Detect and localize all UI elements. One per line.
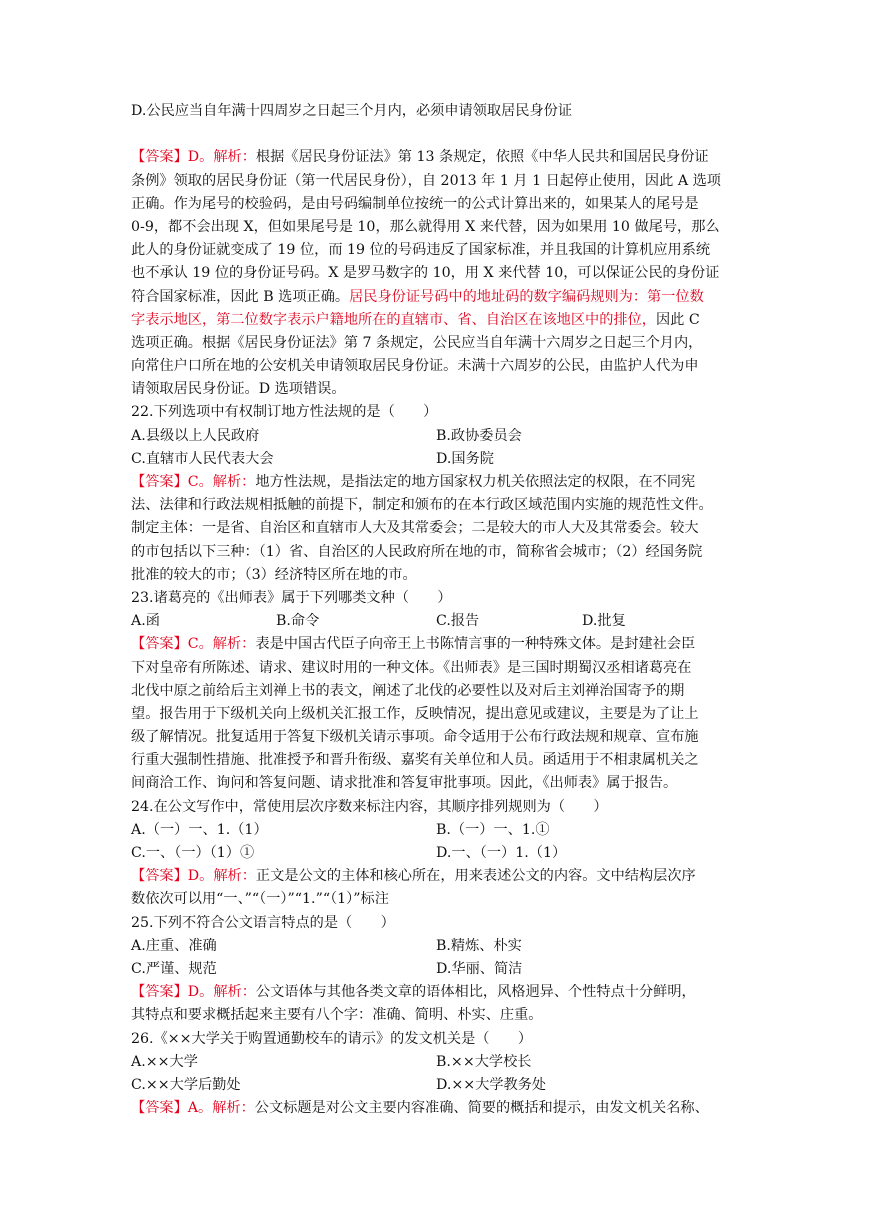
answer-22-line-3: 制定主体：一是省、自治区和直辖市人大及其常委会；二是较大的市人大及其常委会。较大	[131, 520, 699, 537]
question-24-stem: 24.在公文写作中，常使用层次序数来标注内容，其顺序排列规则为（ ）	[131, 798, 608, 815]
option-a: A.庄重、准确	[131, 937, 217, 954]
option-d: D.华丽、简洁	[436, 960, 523, 977]
answer-23-line-7: 间商洽工作、询问和答复问题、请求批准和答复审批事项。因此，《出师表》属于报告。	[131, 775, 678, 792]
option-a: A.函	[131, 613, 160, 630]
answer-letter: A。解析：	[187, 1100, 255, 1117]
answer-21-line-10: 向常住户口所在地的公安机关申请领取居民身份证。未满十六周岁的公民，由监护人代为申	[131, 358, 699, 375]
answer-23-line-1: 【答案】C。解析：表是中国古代臣子向帝王上书陈情言事的一种特殊文体。是封建社会臣	[131, 636, 696, 653]
option-c: C.××大学后勤处	[131, 1076, 241, 1093]
option-a: A.××大学	[131, 1053, 198, 1070]
blank-gap	[131, 123, 739, 146]
question-24-options-row-1	[131, 819, 739, 842]
answer-23-line-6: 行重大强制性措施、批准授予和晋升衔级、嘉奖有关单位和人员。函适用于不相隶属机关之	[131, 752, 699, 769]
option-c: C.严谨、规范	[131, 960, 217, 977]
question-24-options-row-2	[131, 842, 739, 865]
question-22-stem: 22.下列选项中有权制订地方性法规的是（ ）	[131, 404, 438, 421]
option-d: D.一、（一）1.（1）	[436, 845, 567, 861]
highlighted-text: 居民身份证号码中的地址码的数字编码规则为：第一位数	[349, 288, 704, 305]
answer-21-line-7: 符合国家标准，因此 B 选项正确。居民身份证号码中的地址码的数字编码规则为：第一位数	[131, 288, 704, 305]
option-d: D.××大学教务处	[436, 1076, 547, 1093]
q21-option-d: D.公民应当自年满十四周岁之日起三个月内，必须申请领取居民身份证	[131, 103, 573, 119]
answer-25-line-2: 其特点和要求概括起来主要有八个字：准确、简明、朴实、庄重。	[131, 1007, 543, 1024]
option-c: C.报告	[436, 613, 480, 630]
answer-22-line-4: 的市包括以下三种：（1）省、自治区的人民政府所在地的市，简称省会城市；（2）经国务院	[131, 543, 703, 560]
question-26-options-row-2	[131, 1074, 739, 1097]
answer-22-line-5: 批准的较大的市；（3）经济特区所在地的市。	[131, 566, 417, 583]
answer-21-line-2: 条例》领取的居民身份证（第一代居民身份），自 2013 年 1 月 1 日起停止使用，因此 A 选项	[131, 172, 721, 189]
answer-24-line-2: 数依次可以用“一、”“（一）”“1.”“（1）”标注	[131, 891, 389, 908]
answer-tag: 【答案】	[131, 149, 188, 166]
answer-letter: D。解析：	[187, 984, 256, 1001]
question-23-stem: 23.诸葛亮的《出师表》属于下列哪类文种（ ）	[131, 589, 452, 606]
question-22-options-row-2	[131, 448, 739, 471]
answer-23-line-4: 望。报告用于下级机关向上级机关汇报工作，反映情况，提出意见或建议，主要是为了让上	[131, 705, 699, 722]
answer-25-line-1: 【答案】D。解析：公文语体与其他各类文章的语体相比，风格迥异、个性特点十分鲜明，	[131, 984, 696, 1001]
answer-21-line-9: 选项正确。根据《居民身份证法》第 7 条规定，公民应当自年满十六周岁之日起三个月内，	[131, 334, 703, 351]
answer-tag: 【答案】	[131, 868, 188, 885]
answer-21-line-11: 请领取居民身份证。D 选项错误。	[131, 381, 346, 398]
answer-26-line-1: 【答案】A。解析：公文标题是对公文主要内容准确、简要的概括和提示，由发文机关名称、	[131, 1100, 709, 1117]
question-22-options-row-1	[131, 425, 739, 448]
answer-letter: C。解析：	[187, 636, 256, 653]
answer-21-line-8: 字表示地区，第二位数字表示户籍地所在的直辖市、省、自治区在该地区中的排位，因此 C	[131, 311, 700, 328]
answer-tag: 【答案】	[131, 474, 188, 490]
question-26-stem: 26.《××大学关于购置通勤校车的请示》的发文机关是（ ）	[131, 1030, 533, 1047]
answer-24-line-1: 【答案】D。解析：正文是公文的主体和核心所在，用来表述公文的内容。文中结构层次序	[131, 868, 696, 885]
highlighted-text: 字表示地区，第二位数字表示户籍地所在的直辖市、省、自治区在该地区中的排位，	[131, 311, 656, 328]
option-b: B.精炼、朴实	[436, 937, 522, 954]
question-25-options-row-1	[131, 935, 739, 958]
option-d: D.批复	[582, 613, 626, 630]
answer-21-line-4: 0-9，都不会出现 X，但如果尾号是 10，那么就得用 X 来代替，因为如果用 10 做尾号，那么	[131, 218, 720, 235]
answer-21-line-6: 也不承认 19 位的身份证号码。X 是罗马数字的 10，用 X 来代替 10，可以保证公民的身份证	[131, 265, 720, 282]
answer-22-line-1: 【答案】C。解析：地方性法规，是指法定的地方国家权力机关依照法定的权限，在不同宪	[131, 474, 696, 490]
document-page	[131, 100, 739, 1120]
answer-22-line-2: 法、法律和行政法规相抵触的前提下，制定和颁布的在本行政区域范围内实施的规范性文件。	[131, 497, 713, 514]
option-b: B.命令	[276, 613, 320, 630]
answer-letter: D。解析：	[187, 868, 256, 885]
answer-23-line-5: 级了解情况。批复适用于答复下级机关请示事项。命令适用于公布行政法规和规章、宣布施	[131, 729, 699, 746]
option-b: B.（一）一、1.①	[436, 821, 550, 838]
answer-tag: 【答案】	[131, 636, 188, 653]
answer-23-line-3: 北伐中原之前给后主刘禅上书的表文，阐述了北伐的必要性以及对后主刘禅治国寄予的期	[131, 682, 685, 699]
option-c: C.一、（一）（1）①	[131, 845, 255, 861]
question-26-options-row-1	[131, 1051, 739, 1074]
answer-21-line-3: 正确。作为尾号的校验码，是由号码编制单位按统一的公式计算出来的，如果某人的尾号是	[131, 195, 699, 212]
option-b: B.政协委员会	[436, 427, 522, 444]
answer-21-line-5: 此人的身份证就变成了 19 位，而 19 位的号码违反了国家标准，并且我国的计算机应用系统	[131, 242, 711, 259]
question-25-options-row-2	[131, 958, 739, 981]
option-d: D.国务院	[436, 450, 494, 467]
answer-23-line-2: 下对皇帝有所陈述、请求、建议时用的一种文体。《出师表》是三国时期蜀汉丞相诸葛亮在	[131, 659, 692, 676]
option-a: A.县级以上人民政府	[131, 427, 260, 444]
answer-tag: 【答案】	[131, 1100, 188, 1117]
answer-21-line-1: 【答案】D。解析：根据《居民身份证法》第 13 条规定，依照《中华人民共和国居民身份证	[131, 149, 709, 166]
option-c: C.直辖市人民代表大会	[131, 450, 274, 467]
answer-tag: 【答案】	[131, 984, 188, 1001]
option-a: A.（一）一、1.（1）	[131, 821, 268, 838]
answer-letter: C。解析：	[187, 474, 256, 490]
answer-letter: D。解析：	[187, 149, 256, 166]
question-23-options-row	[131, 610, 739, 633]
option-b: B.××大学校长	[436, 1053, 532, 1070]
question-25-stem: 25.下列不符合公文语言特点的是（ ）	[131, 914, 395, 931]
